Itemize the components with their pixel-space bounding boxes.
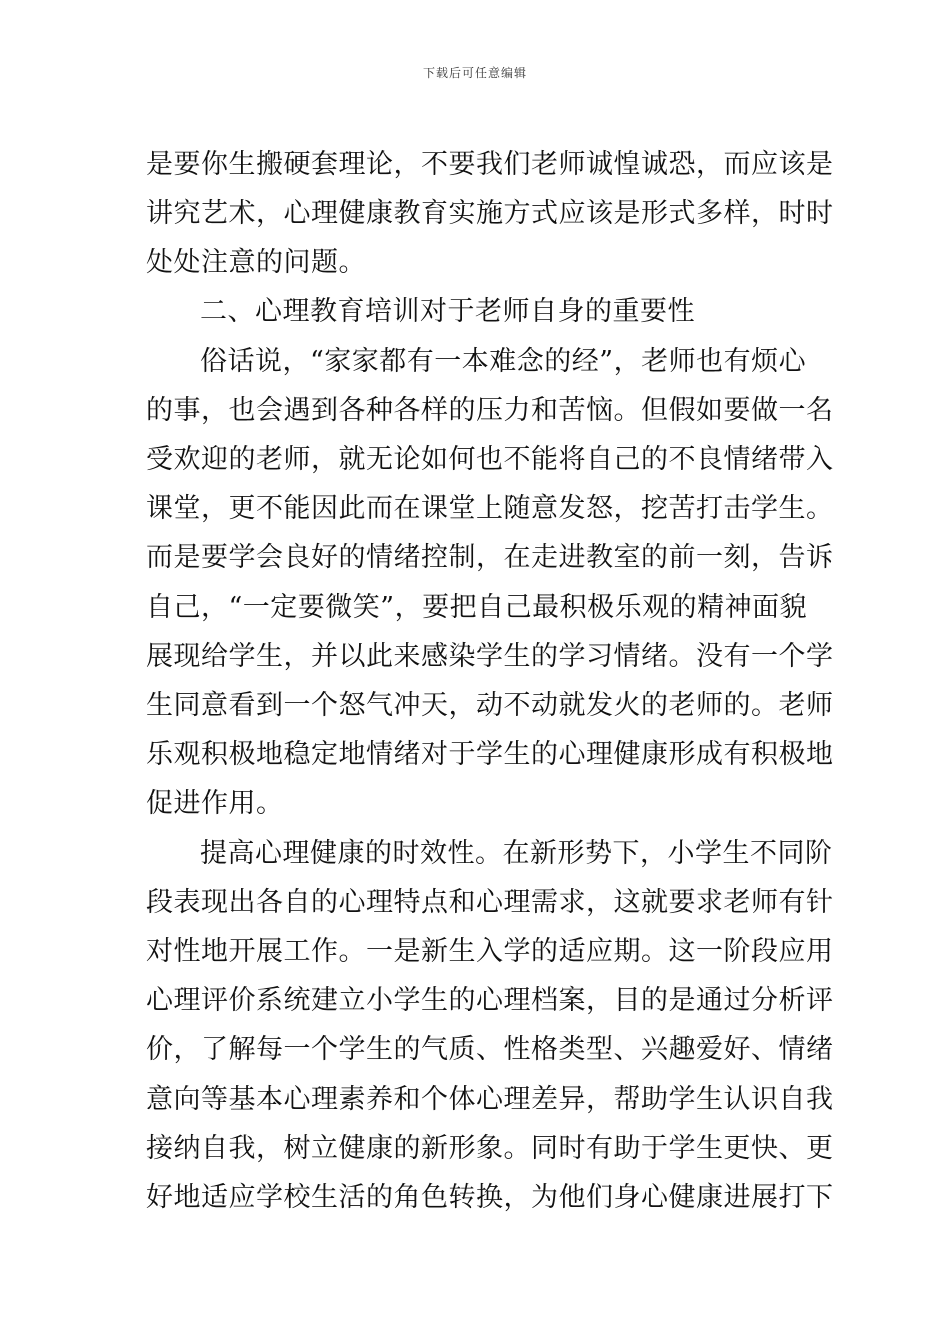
text-line: 段表现出各自的心理特点和心理需求，这就要求老师有针 [146, 887, 834, 918]
page-header: 下载后可任意编辑 [422, 66, 527, 80]
text-line: 受欢迎的老师，就无论如何也不能将自己的不良情绪带入 [146, 444, 834, 475]
text-line: 意向等基本心理素养和个体心理差异，帮助学生认识自我 [146, 1084, 834, 1115]
text-line: 促进作用。 [146, 788, 284, 819]
text-line: 心理评价系统建立小学生的心理档案，目的是通过分析评 [146, 985, 834, 1016]
text-line: 展现给学生，并以此来感染学生的学习情绪。没有一个学 [146, 641, 834, 672]
text-line: 俗话说，“家家都有一本难念的经”，老师也有烦心 [200, 346, 807, 377]
text-line: 价，了解每一个学生的气质、性格类型、兴趣爱好、情绪 [146, 1034, 834, 1065]
text-line: 提高心理健康的时效性。在新形势下，小学生不同阶 [200, 838, 833, 869]
section-heading: 二、心理教育培训对于老师自身的重要性 [200, 296, 695, 327]
text-line: 好地适应学校生活的角色转换，为他们身心健康进展打下 [146, 1182, 834, 1213]
text-line: 而是要学会良好的情绪控制，在走进教室的前一刻，告诉 [146, 542, 834, 573]
text-line: 是要你生搬硬套理论，不要我们老师诚惶诚恐，而应该是 [146, 149, 834, 180]
text-line: 乐观积极地稳定地情绪对于学生的心理健康形成有积极地 [146, 739, 834, 770]
text-line: 讲究艺术，心理健康教育实施方式应该是形式多样，时时 [146, 198, 834, 229]
text-line: 课堂，更不能因此而在课堂上随意发怒，挖苦打击学生。 [146, 493, 834, 524]
text-line: 自己，“一定要微笑”，要把自己最积极乐观的精神面貌 [146, 592, 808, 623]
text-line: 处处注意的问题。 [146, 247, 366, 278]
text-line: 生同意看到一个怒气冲天，动不动就发火的老师的。老师 [146, 690, 834, 721]
text-line: 对性地开展工作。一是新生入学的适应期。这一阶段应用 [146, 936, 834, 967]
text-line: 接纳自我，树立健康的新形象。同时有助于学生更快、更 [146, 1133, 834, 1164]
text-line: 的事，也会遇到各种各样的压力和苦恼。但假如要做一名 [146, 395, 834, 426]
